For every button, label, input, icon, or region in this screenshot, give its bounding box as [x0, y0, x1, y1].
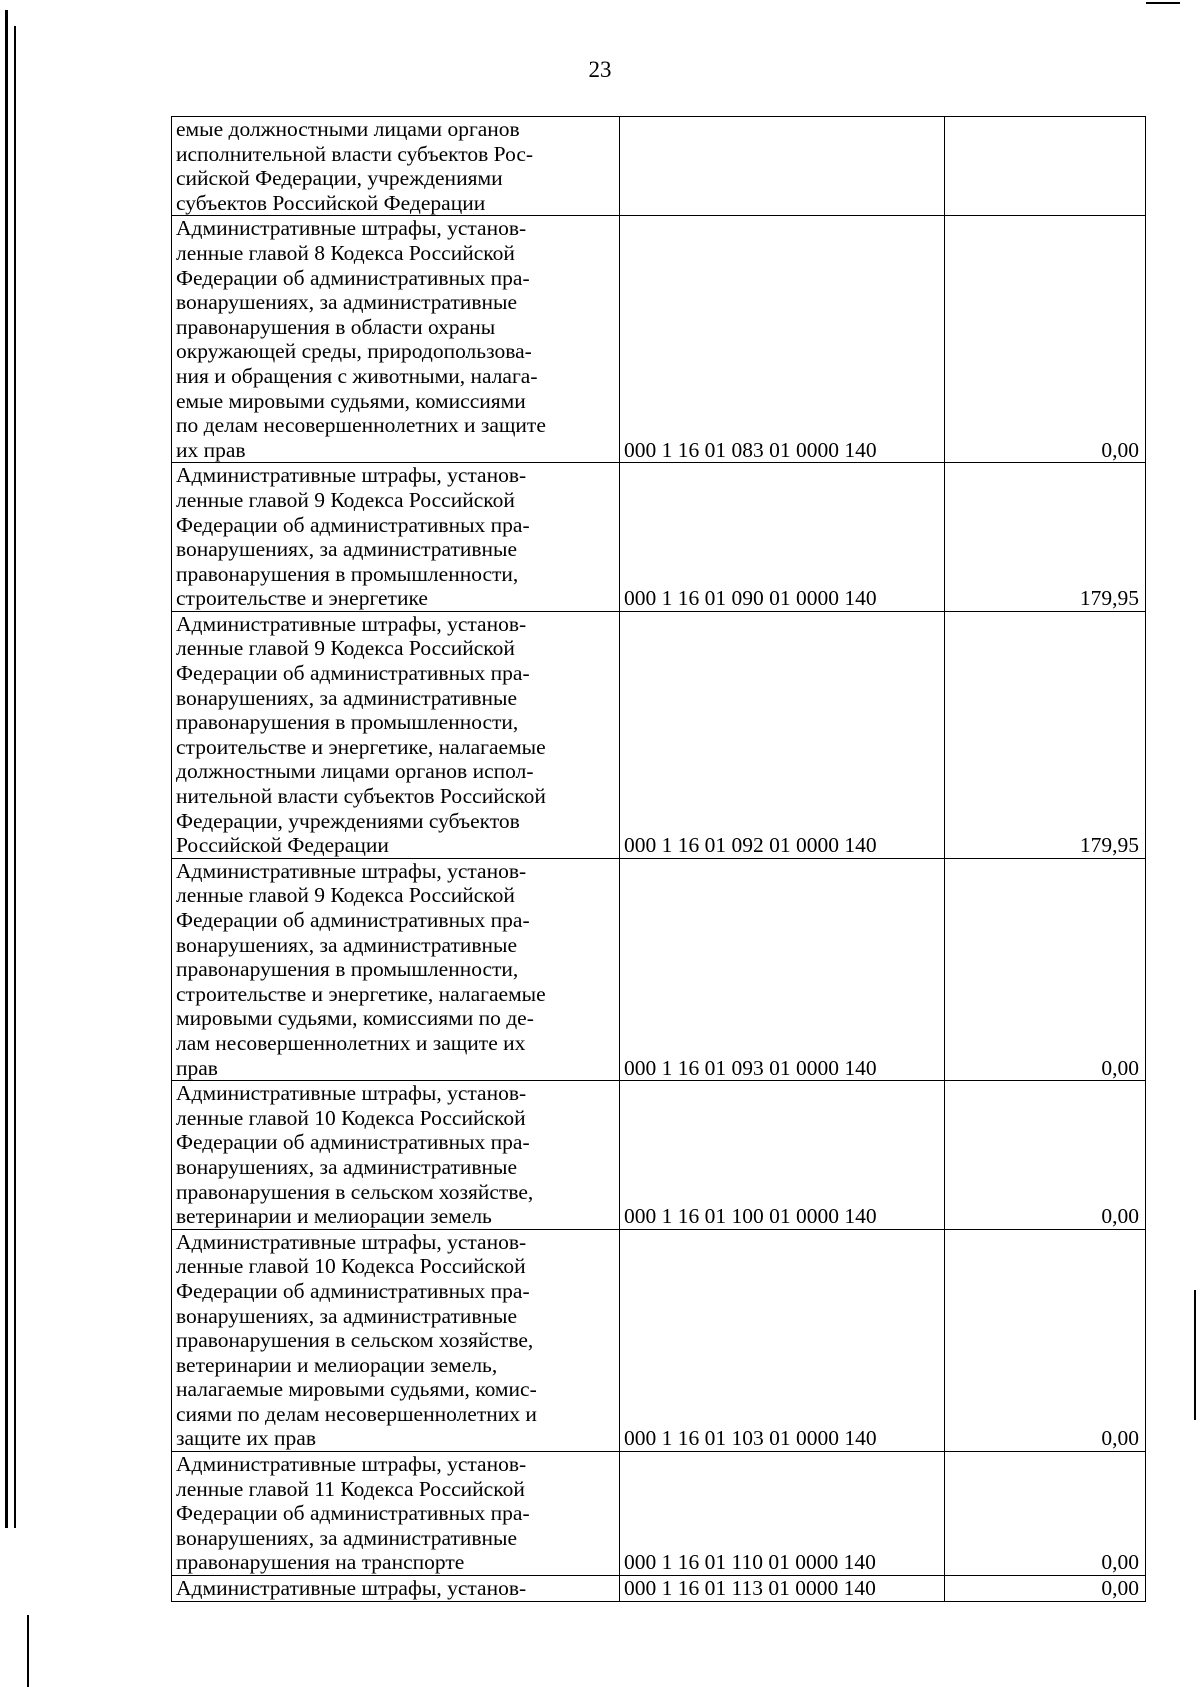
- row-amount: 0,00: [945, 1452, 1146, 1576]
- row-code: 000 1 16 01 100 01 0000 140: [620, 1081, 945, 1230]
- row-description: Административные штрафы, установ- ленные главой 9 Кодекса Российской Федерации об административных пра- вонарушениях, за административные правонарушения в промышленности, строительстве и энергетике, налагаемые мировыми судьями, комиссиями по де- лам несовершеннолетних и защите их прав: [172, 858, 620, 1080]
- table-row: [172, 1081, 1146, 1230]
- row-description: Административные штрафы, установ- ленные главой 8 Кодекса Российской Федерации об административных пра- вонарушениях, за административные правонарушения в области охраны окружающей среды, природопользова- ния и обращения с животными, налага- емые мировыми судьями, комиссиями по делам несовершеннолетних и защите их прав: [172, 216, 620, 463]
- row-description: Административные штрафы, установ- ленные главой 10 Кодекса Российской Федерации об административных пра- вонарушениях, за административные правонарушения в сельском хозяйстве, ветеринарии и мелиорации земель: [172, 1081, 620, 1230]
- row-amount: 0,00: [945, 216, 1146, 463]
- row-code: 000 1 16 01 113 01 0000 140: [620, 1576, 945, 1602]
- row-amount: 0,00: [945, 1576, 1146, 1602]
- row-code: [620, 117, 945, 216]
- table-row: [172, 1452, 1146, 1576]
- scan-edge-line: [5, 10, 8, 1528]
- table-row: [172, 1229, 1146, 1451]
- row-amount: 0,00: [945, 858, 1146, 1080]
- table-row: [172, 858, 1146, 1080]
- row-code: 000 1 16 01 103 01 0000 140: [620, 1229, 945, 1451]
- row-description: емые должностными лицами органов исполнительной власти субъектов Рос- сийской Федерации, учреждениями субъектов Российской Федерации: [172, 117, 620, 216]
- table-row: [172, 611, 1146, 858]
- row-amount: 0,00: [945, 1081, 1146, 1230]
- row-description: Административные штрафы, установ- ленные главой 9 Кодекса Российской Федерации об административных пра- вонарушениях, за административные правонарушения в промышленности, строительстве и энергетике: [172, 463, 620, 612]
- row-code: 000 1 16 01 110 01 0000 140: [620, 1452, 945, 1576]
- row-description: Административные штрафы, установ- ленные главой 11 Кодекса Российской Федерации об административных пра- вонарушениях, за административные правонарушения на транспорте: [172, 1452, 620, 1576]
- table-row: [172, 463, 1146, 612]
- row-code: 000 1 16 01 083 01 0000 140: [620, 216, 945, 463]
- scan-edge-line: [1146, 2, 1180, 4]
- row-code: 000 1 16 01 092 01 0000 140: [620, 611, 945, 858]
- row-description: Административные штрафы, установ- ленные главой 9 Кодекса Российской Федерации об административных пра- вонарушениях, за административные правонарушения в промышленности, строительстве и энергетике, налагаемые должностными лицами органов испол- нительной власти субъектов Российской Федерации, учреждениями субъектов Российской Федерации: [172, 611, 620, 858]
- row-amount: 0,00: [945, 1229, 1146, 1451]
- table-row: [172, 216, 1146, 463]
- row-description: Административные штрафы, установ-: [172, 1576, 620, 1602]
- page-number: 23: [588, 57, 612, 82]
- row-description: Административные штрафы, установ- ленные главой 10 Кодекса Российской Федерации об административных пра- вонарушениях, за административные правонарушения в сельском хозяйстве, ветеринарии и мелиорации земель, налагаемые мировыми судьями, комис- сиями по делам несовершеннолетних и защите их прав: [172, 1229, 620, 1451]
- scan-edge-line: [14, 26, 16, 1528]
- row-amount: 179,95: [945, 463, 1146, 612]
- row-amount: [945, 117, 1146, 216]
- scan-edge-line: [27, 1615, 29, 1687]
- table-row: [172, 1576, 1146, 1602]
- row-code: 000 1 16 01 093 01 0000 140: [620, 858, 945, 1080]
- row-code: 000 1 16 01 090 01 0000 140: [620, 463, 945, 612]
- row-amount: 179,95: [945, 611, 1146, 858]
- scan-edge-line: [1194, 1290, 1196, 1420]
- table-row: [172, 117, 1146, 216]
- budget-table: [171, 116, 1146, 1602]
